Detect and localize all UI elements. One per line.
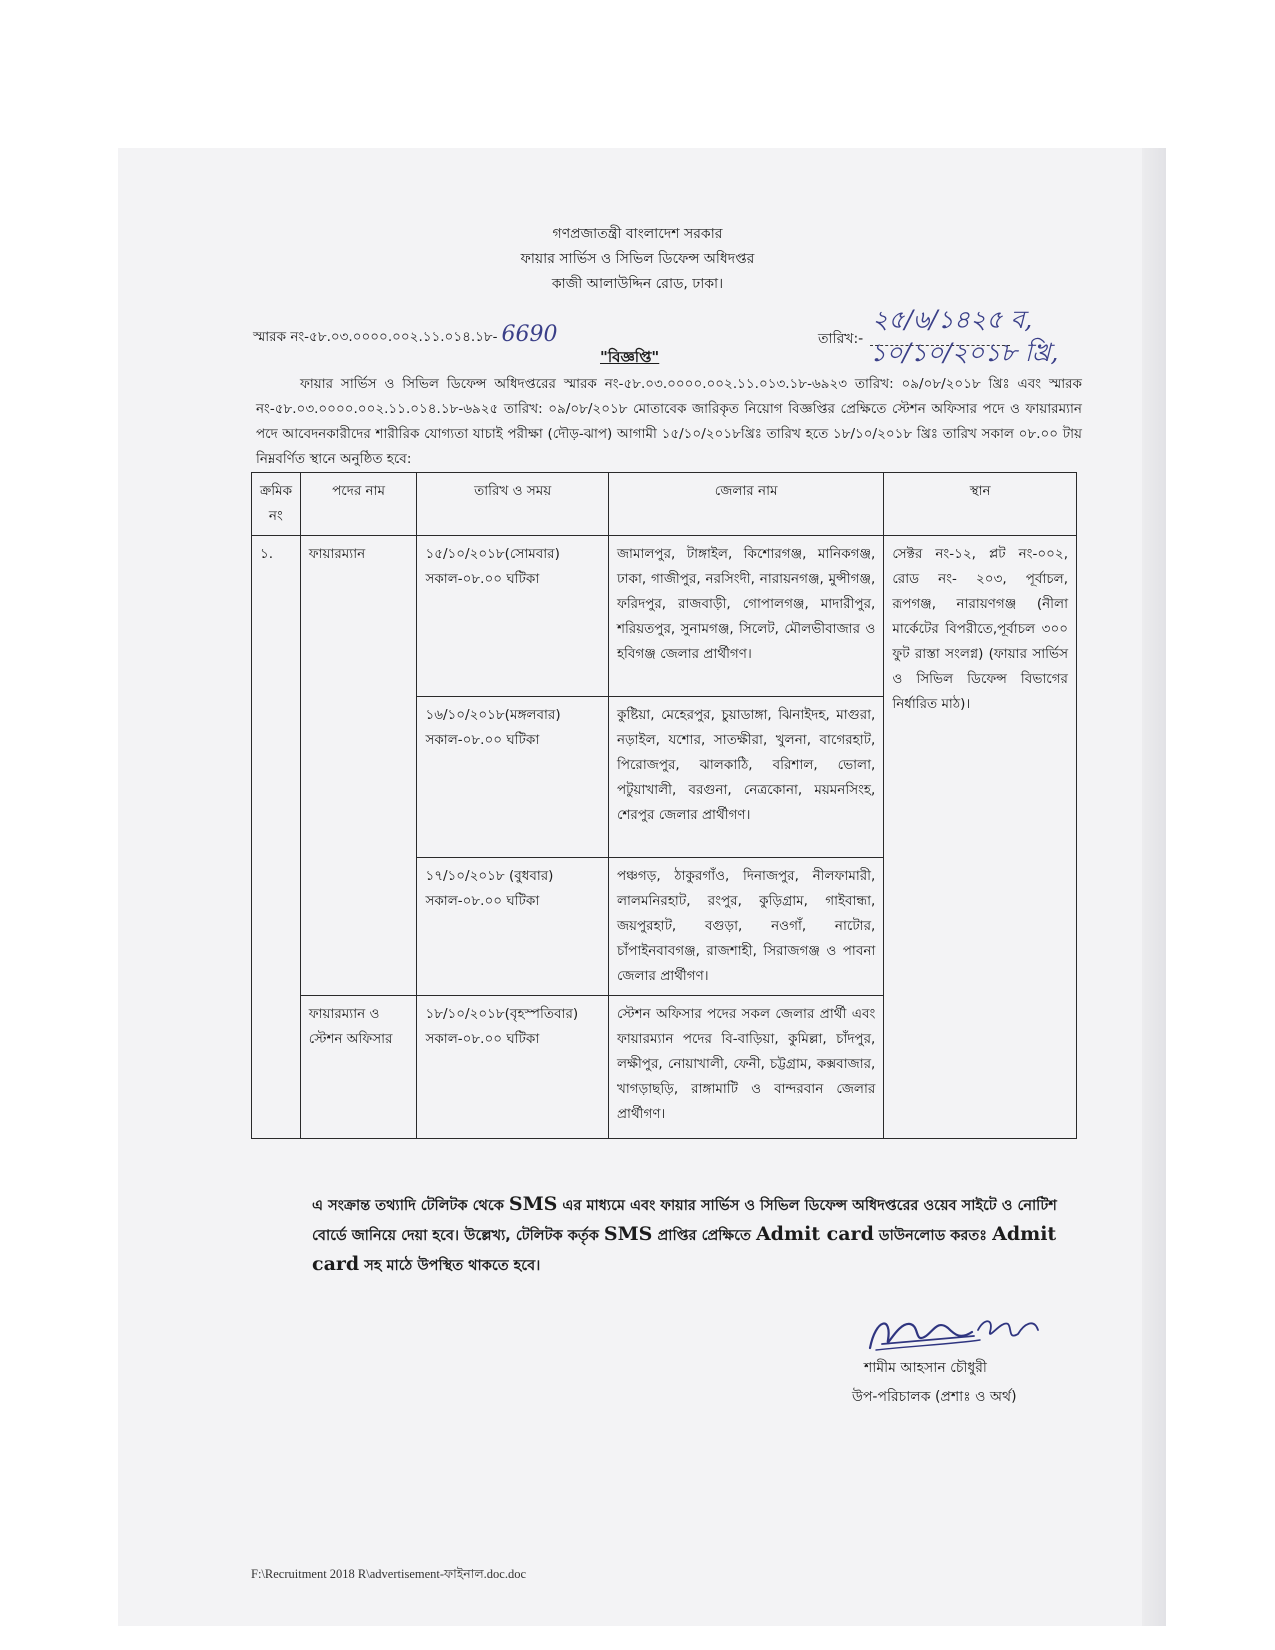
date-handwritten-gregorian: ১০/১০/২০১৮ খ্রি, [870, 338, 1059, 367]
header-place: স্থান [884, 473, 1077, 536]
table-header-row [252, 473, 1077, 536]
date-cell [417, 858, 609, 996]
header-district: জেলার নাম [608, 473, 883, 536]
memo-number-printed: স্মারক নং-৫৮.০৩.০০০০.০০২.১১.০১৪.১৮- [253, 329, 498, 345]
post-cell-fireman: ফায়ারম্যান [300, 536, 417, 996]
district-cell: কুষ্টিয়া, মেহেরপুর, চুয়াডাঙ্গা, ঝিনাইদহ, মাগুরা, নড়াইল, যশোর, সাতক্ষীরা, খুলনা, বাগেরহাট, পিরোজপুর, ঝালকাঠি, বরিশাল, ভোলা, পটুয়াখালী, বরগুনা, নেত্রকোনা, ময়মনসিংহ, শেরপুর জেলার প্রার্থীগণ। [608, 697, 883, 858]
date-label: তারিখ:- [818, 331, 864, 347]
notice-text: প্রাপ্তির প্রেক্ষিতে [652, 1228, 756, 1244]
letterhead-department: ফায়ার সার্ভিস ও সিভিল ডিফেন্স অধিদপ্তর [520, 251, 755, 267]
signatory-name: শামীম আহসান চৌধুরী [864, 1360, 987, 1376]
post-cell-fireman-station-officer: ফায়ারম্যান ও স্টেশন অফিসার [300, 996, 417, 1139]
admit-card-notice [312, 1190, 1068, 1280]
memo-number [253, 322, 558, 349]
signatory-designation: উপ-পরিচালক (প্রশাঃ ও অর্থ) [852, 1389, 1017, 1405]
header-date-time: তারিখ ও সময় [417, 473, 609, 536]
place-cell: সেক্টর নং-১২, প্লট নং-০০২, রোড নং- ২০৩, পূর্বাচল, রূপগঞ্জ, নারায়ণগঞ্জ (নীলা মার্কেটের বিপরীতে,পূর্বাচল ৩০০ ফুট রাস্তা সংলগ্ন) (ফায়ার সার্ভিস ও সিভিল ডিফেন্স বিভাগের নির্ধারিত মাঠ)। [884, 536, 1077, 1139]
exam-date: ১৭/১০/২০১৮ (বুধবার) [425, 868, 554, 884]
exam-date: ১৮/১০/২০১৮(বৃহস্পতিবার) [425, 1006, 579, 1022]
notice-text: এর মাধ্যমে এবং ফায়ার সার্ভিস ও সিভিল ডিফেন্স অধিদপ্তরের ওয়েব সাইটে ও নোটিশ বোর্ডে জানিয়ে দেয়া হবে। উল্লেখ্য, টেলিটক কর্তৃক [312, 1198, 1057, 1244]
notice-text: ডাউনলোড করতঃ [873, 1228, 993, 1244]
district-cell: স্টেশন অফিসার পদের সকল জেলার প্রার্থী এবং ফায়ারম্যান পদের বি-বাড়িয়া, কুমিল্লা, চাঁদপুর, লক্ষীপুর, নোয়াখালী, ফেনী, চট্টগ্রাম, কক্সবাজার, খাগড়াছড়ি, রাঙ্গামাটি ও বান্দরবান জেলার প্রার্থীগণ। [608, 996, 883, 1139]
intro-paragraph [256, 372, 1082, 472]
handwritten-signature [862, 1310, 1072, 1356]
date-cell [417, 996, 609, 1139]
date-cell [417, 697, 609, 858]
notice-admit-card: Admit card [755, 1223, 874, 1245]
sheet-edge-shadow [1142, 148, 1166, 1626]
date-handwritten-bangla: ২৫/৬/১৪২৫ ব, [872, 305, 1033, 334]
date-cell [417, 536, 609, 697]
notice-text: সহ মাঠে উপস্থিত থাকতে হবে। [359, 1258, 541, 1274]
exam-time: সকাল-০৮.০০ ঘটিকা [425, 1031, 540, 1047]
letterhead-government: গণপ্রজাতন্ত্রী বাংলাদেশ সরকার [552, 226, 723, 242]
letterhead [0, 222, 1275, 297]
exam-time: সকাল-০৮.০০ ঘটিকা [425, 893, 540, 909]
exam-date: ১৬/১০/২০১৮(মঙ্গলবার) [425, 707, 561, 723]
letterhead-address: কাজী আলাউদ্দিন রোড, ঢাকা। [551, 276, 724, 292]
notice-sms: SMS [508, 1193, 558, 1215]
notice-admit-card: Admit card [312, 1223, 1057, 1275]
file-path-footer: F:\Recruitment 2018 R\advertisement-ফাইনাল.doc.doc [251, 1567, 527, 1581]
schedule-table [251, 472, 1077, 1139]
serial-cell: ১. [252, 536, 301, 1139]
notice-title: "বিজ্ঞপ্তি" [600, 348, 660, 366]
table-row [252, 536, 1077, 697]
header-serial: ক্রমিক নং [252, 473, 301, 536]
notice-sms: SMS [603, 1223, 653, 1245]
exam-date: ১৫/১০/২০১৮(সোমবার) [425, 546, 560, 562]
district-cell: পঞ্চগড়, ঠাকুরগাঁও, দিনাজপুর, নীলফামারী, লালমনিরহাট, রংপুর, কুড়িগ্রাম, গাইবান্ধা, জয়পুরহাট, বগুড়া, নওগাঁ, নাটোর, চাঁপাইনবাবগঞ্জ, রাজশাহী, সিরাজগঞ্জ ও পাবনা জেলার প্রার্থীগণ। [608, 858, 883, 996]
memo-number-handwritten: 6690 [501, 322, 558, 347]
district-cell: জামালপুর, টাঙ্গাইল, কিশোরগঞ্জ, মানিকগঞ্জ, ঢাকা, গাজীপুর, নরসিংদী, নারায়নগঞ্জ, মুন্সীগঞ্জ, ফরিদপুর, রাজবাড়ী, গোপালগঞ্জ, মাদারীপুর, শরিয়তপুর, সুনামগঞ্জ, সিলেট, মৌলভীবাজার ও হবিগঞ্জ জেলার প্রার্থীগণ। [608, 536, 883, 697]
intro-text: ফায়ার সার্ভিস ও সিভিল ডিফেন্স অধিদপ্তরের স্মারক নং-৫৮.০৩.০০০০.০০২.১১.০১৩.১৮-৬৯২৩ তারিখ: ০৯/০৮/২০১৮ খ্রিঃ এবং স্মারক নং-৫৮.০৩.০০০০.০০২.১১.০১৪.১৮-৬৯২৫ তারিখ: ০৯/০৮/২০১৮ মোতাবেক জারিকৃত নিয়োগ বিজ্ঞপ্তির প্রেক্ষিতে স্টেশন অফিসার পদে ও ফায়ারম্যান পদে আবেদনকারীদের শারীরিক যোগ্যতা যাচাই পরীক্ষা (দৌড়-ঝাপ) আগামী ১৫/১০/২০১৮খ্রিঃ তারিখ হতে ১৮/১০/২০১৮ খ্রিঃ তারিখ সকাল ০৮.০০ টায় নিম্নবর্ণিত স্থানে অনুষ্ঠিত হবে: [256, 376, 1082, 467]
exam-time: সকাল-০৮.০০ ঘটিকা [425, 571, 540, 587]
notice-text: এ সংক্রান্ত তথ্যাদি টেলিটক থেকে [312, 1198, 509, 1214]
exam-time: সকাল-০৮.০০ ঘটিকা [425, 732, 540, 748]
header-post: পদের নাম [300, 473, 417, 536]
